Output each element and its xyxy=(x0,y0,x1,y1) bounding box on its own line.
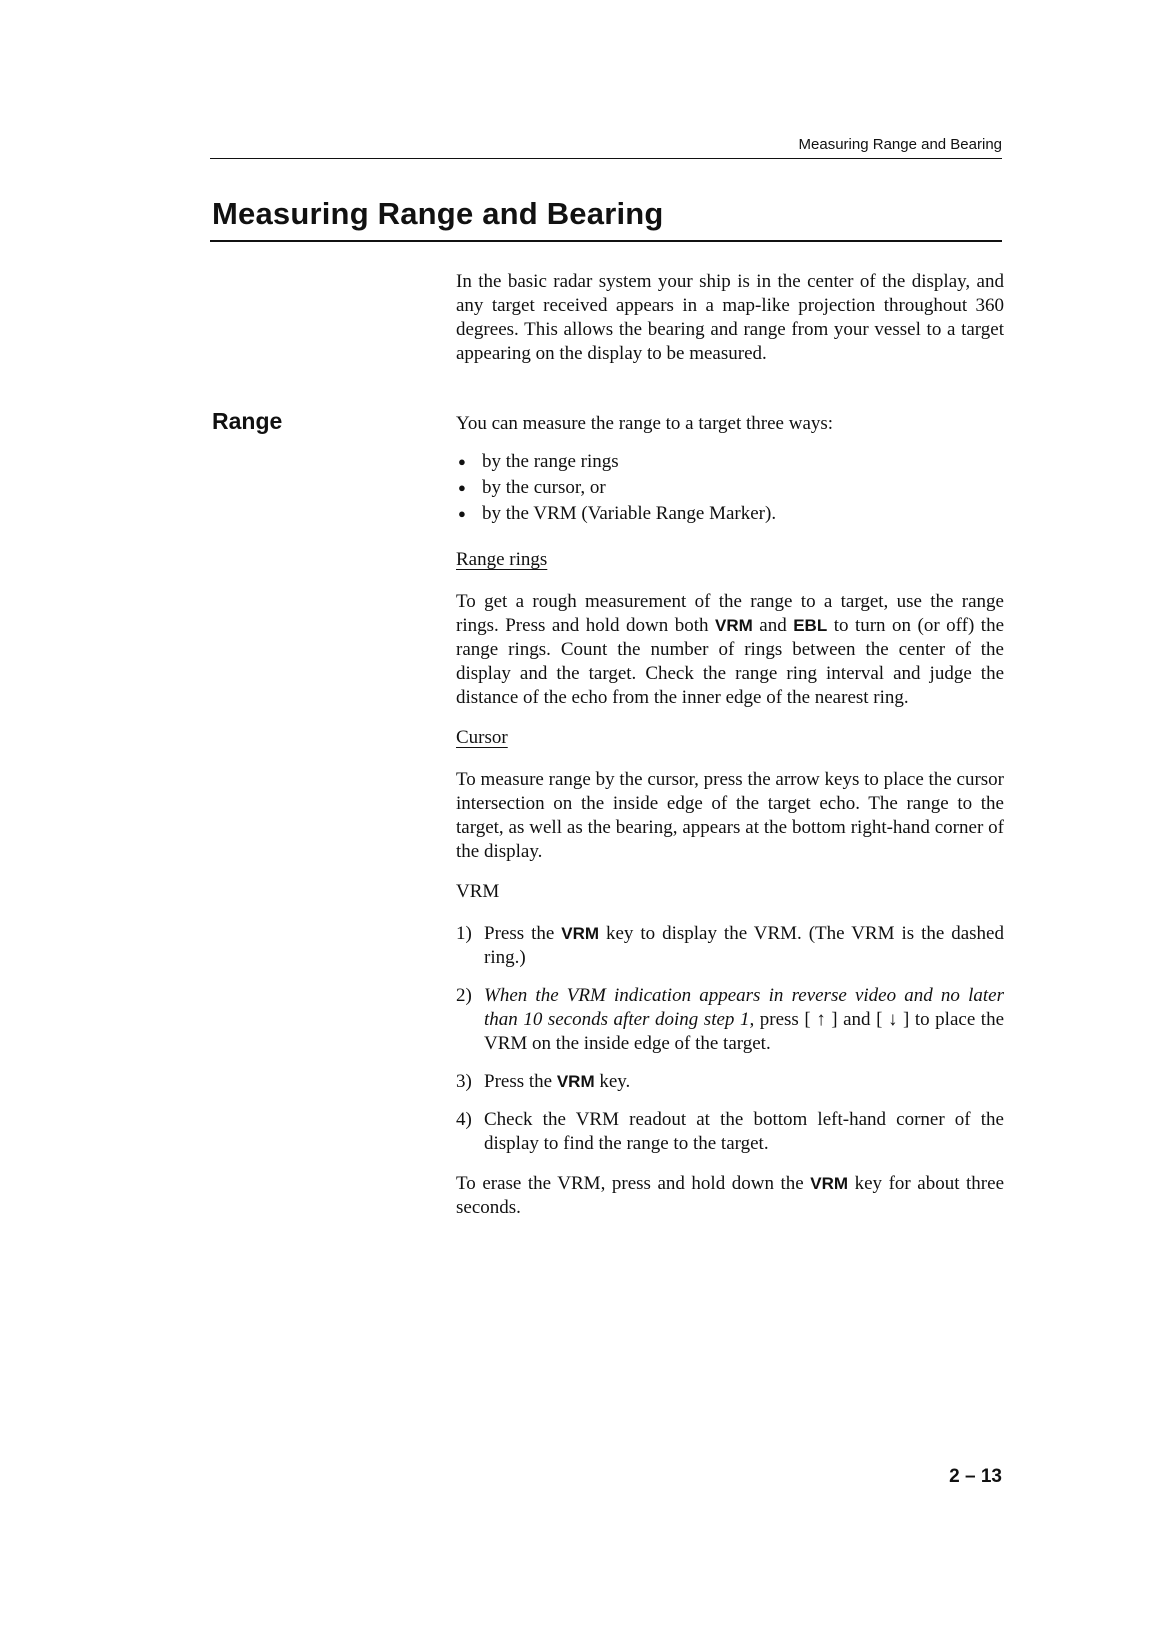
cursor-paragraph: To measure range by the cursor, press the arrow keys to place the cursor intersection on the inside edge of the target echo. The range to the target, as well as the bearing, appears at the bottom right-hand corner of the display. xyxy=(456,769,1004,862)
section-heading-range: Range xyxy=(212,408,283,434)
list-item: 3) Press the VRM key. xyxy=(456,1071,631,1092)
key-name: VRM xyxy=(810,1174,849,1193)
subheading-range-rings: Range rings xyxy=(456,549,548,570)
header-rule xyxy=(210,158,1002,159)
list-item: ● by the cursor, or xyxy=(456,476,1004,500)
range-methods-list xyxy=(456,450,1004,526)
page-number: 2 – 13 xyxy=(949,1466,1002,1487)
page-title: Measuring Range and Bearing xyxy=(212,196,664,231)
list-item: 4) Check the VRM readout at the bottom left-hand corner of the display to find the range to the target. xyxy=(456,1109,1004,1154)
intro-paragraph: In the basic radar system your ship is in the center of the display, and any target received appears in a map-like projection throughout 360 degrees. This allows the bearing and range from your vessel to a target appearing on the display to be measured. xyxy=(456,271,1004,364)
body-column xyxy=(456,270,1004,1220)
key-name: EBL xyxy=(793,616,828,635)
range-lead-paragraph: You can measure the range to a target three ways: xyxy=(456,413,834,434)
subheading-cursor: Cursor xyxy=(456,727,508,748)
title-rule xyxy=(210,240,1002,242)
key-name: VRM xyxy=(715,616,753,635)
vrm-erase-paragraph: To erase the VRM, press and hold down the VRM key for about three seconds. xyxy=(456,1173,1004,1218)
vrm-steps-list xyxy=(456,922,1004,1156)
list-item: ● by the VRM (Variable Range Marker). xyxy=(456,502,1004,526)
key-name: VRM xyxy=(556,1072,595,1091)
list-item: 1) Press the VRM key to display the VRM. (The VRM is the dashed ring.) xyxy=(456,923,1004,968)
list-item: ● by the range rings xyxy=(456,450,1004,474)
list-item: 2) When the VRM indication appears in reverse video and no later than 10 seconds after doing step 1, press [ ↑ ] and [ ↓ ] to place the VRM on the inside edge of the target. xyxy=(456,985,1005,1054)
key-name: VRM xyxy=(561,924,600,943)
range-rings-paragraph: To get a rough measurement of the range to a target, use the range rings. Press and hold down both VRM and EBL to turn on (or off) the range rings. Count the number of rings between the center of the display and the target. Check the range ring interval and judge the distance of the echo from the inner edge of the nearest ring. xyxy=(456,591,1005,708)
subheading-vrm: VRM xyxy=(456,881,500,902)
running-header: Measuring Range and Bearing xyxy=(798,136,1002,153)
